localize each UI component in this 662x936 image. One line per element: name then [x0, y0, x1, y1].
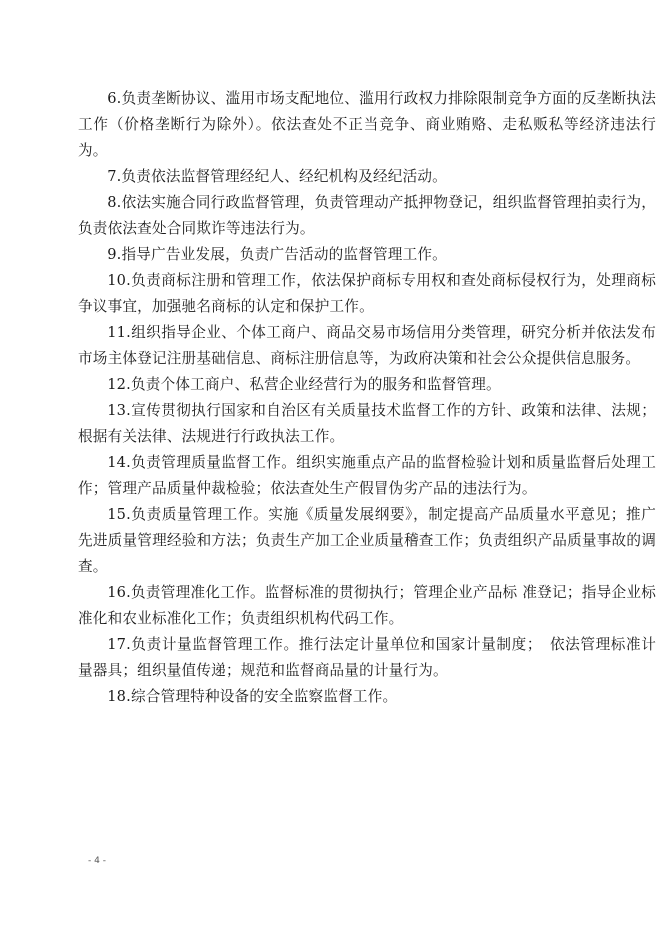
- paragraph-item-15: 15.负责质量管理工作。实施《质量发展纲要》，制定提高产品质量水平意见；推广先进质量管理经验和方法；负责生产加工企业质量稽查工作；负责组织产品质量事故的调查。: [78, 506, 656, 575]
- paragraph-item-16: 16.负责管理准化工作。监督标准的贯彻执行；管理企业产品标 准登记；指导企业标准化和农业标准化工作；负责组织机构代码工作。: [78, 584, 656, 627]
- paragraph-item-6: 6.负责垄断协议、滥用市场支配地位、滥用行政权力排除限制竞争方面的反垄断执法工作（价格垄断行为除外）。依法查处不正当竞争、商业贿赂、走私贩私等经济违法行为。: [78, 90, 656, 159]
- paragraph-item-8: 8.依法实施合同行政监督管理，负责管理动产抵押物登记，组织监督管理拍卖行为，负责依法查处合同欺诈等违法行为。: [78, 194, 656, 237]
- paragraph-item-7: 7.负责依法监督管理经纪人、经纪机构及经纪活动。: [107, 168, 447, 185]
- paragraph-item-13: 13.宣传贯彻执行国家和自治区有关质量技术监督工作的方针、政策和法律、法规；根据有关法律、法规进行行政执法工作。: [78, 402, 656, 445]
- paragraph-item-9: 9.指导广告业发展，负责广告活动的监督管理工作。: [107, 246, 447, 263]
- paragraph-item-12: 12.负责个体工商户、私营企业经营行为的服务和监督管理。: [107, 376, 501, 393]
- page-number: - 4 -: [88, 856, 106, 866]
- paragraph-item-11: 11.组织指导企业、个体工商户、商品交易市场信用分类管理，研究分析并依法发布市场主体登记注册基础信息、商标注册信息等，为政府决策和社会公众提供信息服务。: [78, 324, 656, 367]
- paragraph-item-18: 18.综合管理特种设备的安全监察监督工作。: [107, 688, 398, 705]
- paragraph-item-17: 17.负责计量监督管理工作。推行法定计量单位和国家计量制度； 依法管理标准计量器具；组织量值传递；规范和监督商品量的计量行为。: [78, 636, 656, 679]
- paragraph-item-14: 14.负责管理质量监督工作。组织实施重点产品的监督检验计划和质量监督后处理工作；管理产品质量仲裁检验；依法查处生产假冒伪劣产品的违法行为。: [78, 454, 656, 497]
- document-body: [78, 86, 656, 710]
- paragraph-item-10: 10.负责商标注册和管理工作，依法保护商标专用权和查处商标侵权行为，处理商标争议事宜，加强驰名商标的认定和保护工作。: [78, 272, 656, 315]
